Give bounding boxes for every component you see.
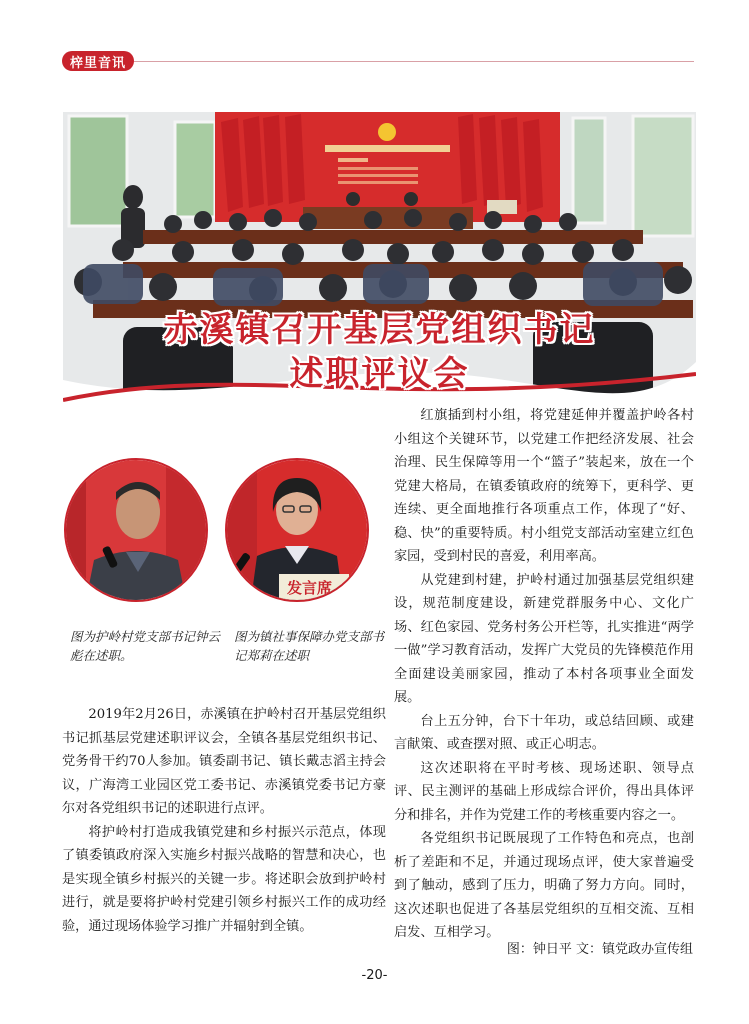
article-paragraph: 这次述职将在平时考核、现场述职、领导点评、民主测评的基础上形成综合评价，得出具体评分和排名，并作为党建工作的考核重要内容之一。 <box>394 760 694 823</box>
article-paragraph: 2019年2月26日，赤溪镇在护岭村召开基层党组织书记抓基层党建述职评议会，全镇各基层党组织书记、党务骨干约70人参加。镇委副书记、镇长戴志滔主持会议，广海湾工业园区党工委书记、赤溪镇党委书记方豪尔对各党组织书记的述职进行点评。 <box>62 707 386 816</box>
article-paragraph: 台上五分钟，台下十年功，或总结回顾、或建言献策、或查摆对照、或正心明志。 <box>394 713 694 752</box>
article-title-line2: 述职评议会 <box>289 354 470 394</box>
speaker-male-illustration <box>66 460 206 600</box>
portrait-photo-right <box>225 458 369 602</box>
photo-text-credit: 图：钟日平 文：镇党政办宣传组 <box>506 942 693 957</box>
speaker-sign: 发言席 <box>287 579 333 597</box>
article-column-left <box>62 703 386 938</box>
article-column-right <box>394 404 694 945</box>
speaker-female-illustration <box>227 460 367 600</box>
page-number: -20- <box>361 968 388 983</box>
portrait-photo-left <box>64 458 208 602</box>
hero-photo <box>63 112 696 412</box>
article-title-line1: 赤溪镇召开基层党组织书记 <box>163 310 596 350</box>
section-tag: 梓里音讯 <box>62 51 134 71</box>
article-paragraph: 将护岭村打造成我镇党建和乡村振兴示范点，体现了镇委镇政府深入实施乡村振兴战略的智慧和决心，也是实现全镇乡村振兴的关键一步。将述职会放到护岭村进行，就是要将护岭村党建引领乡村振兴工作的成功经验，通过现场体验学习推广并辐射到全镇。 <box>62 824 386 934</box>
photo-caption-right: 图为镇社事保障办党支部书记郑莉在述职 <box>234 629 385 663</box>
photo-caption-left: 图为护岭村党支部书记钟云彪在述职。 <box>70 629 221 663</box>
article-paragraph: 从党建到村建，护岭村通过加强基层党组织建设，规范制度建设，新建党群服务中心、文化广场、红色家园、党务村务公开栏等，扎实推进“两学一做”学习教育活动，发挥广大党员的先锋模范作用全面建设美丽家园，推动了本村各项事业全面发展。 <box>394 572 694 705</box>
article-paragraph: 红旗插到村小组，将党建延伸并覆盖护岭各村小组这个关键环节，以党建工作把经济发展、社会治理、民生保障等用一个“篮子”装起来，放在一个党建大格局，在镇委镇政府的统筹下，更科学、更连续、更全面地推行各项重点工作，体现了“好、稳、快”的重要特质。村小组党支部活动室建立红色家园，受到村民的喜爱，利用率高。 <box>394 408 694 564</box>
header-divider <box>134 61 694 62</box>
article-paragraph: 各党组织书记既展现了工作特色和亮点，也剖析了差距和不足，并通过现场点评，使大家普遍受到了触动，感到了压力，明确了努力方向。同时，这次述职也促进了各基层党组织的互相交流、互相启发、互相学习。 <box>394 831 694 940</box>
